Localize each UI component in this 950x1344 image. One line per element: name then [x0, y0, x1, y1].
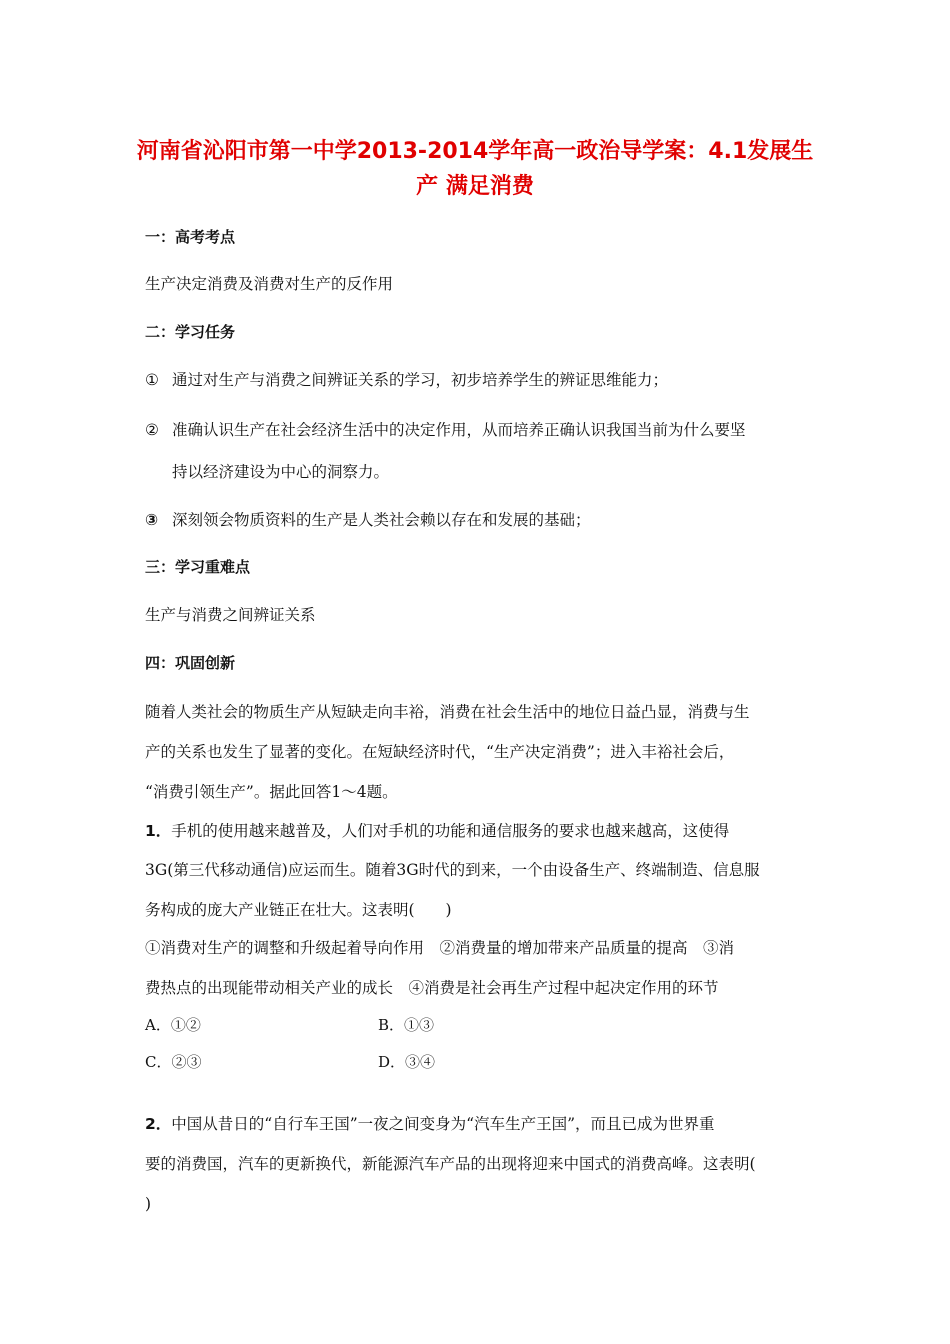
- section-heading-exam-points: 一：高考考点: [145, 228, 236, 246]
- section-heading-learning-tasks: 二：学习任务: [145, 323, 236, 341]
- intro-line-1: 随着人类社会的物质生产从短缺走向丰裕，消费在社会生活中的地位日益凸显，消费与生: [145, 703, 750, 721]
- intro-line-2: 产的关系也发生了显著的变化。在短缺经济时代，“生产决定消费”；进入丰裕社会后，: [145, 743, 735, 761]
- task-marker-2: ②: [145, 421, 159, 439]
- question-1-option-d: D．③④: [378, 1053, 436, 1071]
- question-2-line-1: [145, 1113, 715, 1135]
- task-text-2-line-1: 准确认识生产在社会经济生活中的决定作用，从而培养正确认识我国当前为什么要坚: [172, 421, 746, 439]
- question-1-option-c: C．②③: [145, 1053, 202, 1071]
- question-1-number: 1．: [145, 822, 172, 840]
- question-1-line-1: [145, 820, 729, 842]
- question-1-line-3: 务构成的庞大产业链正在壮大。这表明( ): [145, 901, 452, 919]
- document-title-line-1: 河南省沁阳市第一中学2013-2014学年高一政治导学案：4.1发展生: [136, 139, 814, 164]
- document-title-line-2: 产 满足消费: [416, 174, 534, 199]
- task-text-3: 深刻领会物质资料的生产是人类社会赖以存在和发展的基础；: [172, 511, 591, 529]
- task-text-1: 通过对生产与消费之间辨证关系的学习，初步培养学生的辨证思维能力；: [172, 371, 669, 389]
- intro-line-3: “消费引领生产”。据此回答1～4题。: [145, 783, 398, 801]
- question-2-line-3: ): [145, 1195, 152, 1213]
- key-points-text: 生产与消费之间辨证关系: [145, 606, 316, 624]
- question-1-statements-line-2: 费热点的出现能带动相关产业的成长 ④消费是社会再生产过程中起决定作用的环节: [145, 979, 719, 997]
- task-marker-3: ③: [145, 511, 159, 529]
- section-heading-key-points: 三：学习重难点: [145, 558, 251, 576]
- task-marker-1: ①: [145, 371, 159, 389]
- question-1-option-b: B．①③: [378, 1016, 435, 1034]
- question-2-line-2: 要的消费国，汽车的更新换代，新能源汽车产品的出现将迎来中国式的消费高峰。这表明(: [145, 1155, 756, 1173]
- question-2-text-1: 中国从昔日的“自行车王国”一夜之间变身为“汽车生产王国”，而且已成为世界重: [171, 1115, 715, 1133]
- question-1-option-a: A．①②: [145, 1016, 201, 1034]
- section-heading-consolidation: 四：巩固创新: [145, 654, 236, 672]
- task-text-2-line-2: 持以经济建设为中心的洞察力。: [172, 463, 390, 481]
- question-1-text-1: 手机的使用越来越普及，人们对手机的功能和通信服务的要求也越来越高，这使得: [171, 822, 730, 840]
- question-2-number: 2．: [145, 1115, 172, 1133]
- question-1-statements-line-1: ①消费对生产的调整和升级起着导向作用 ②消费量的增加带来产品质量的提高 ③消: [145, 939, 735, 957]
- exam-points-text: 生产决定消费及消费对生产的反作用: [145, 275, 394, 293]
- question-1-line-2: 3G(第三代移动通信)应运而生。随着3G时代的到来，一个由设备生产、终端制造、信息服: [145, 861, 760, 879]
